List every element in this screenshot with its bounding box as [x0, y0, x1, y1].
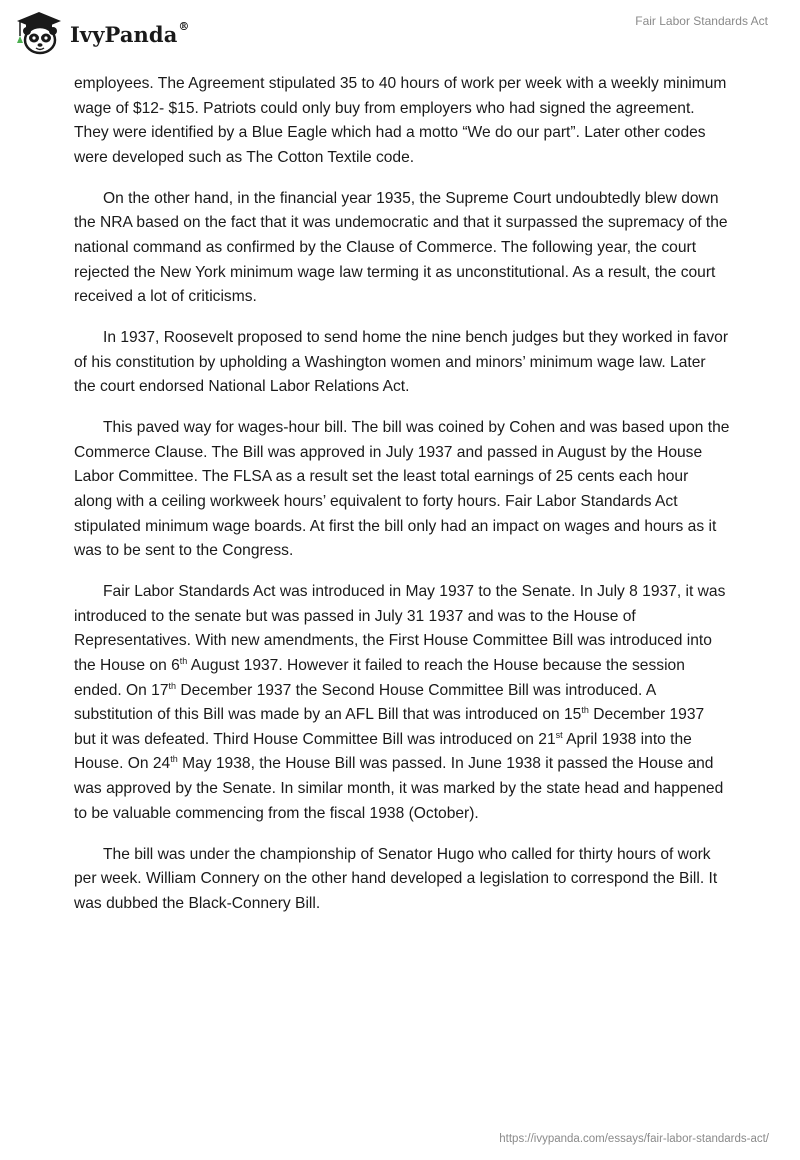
paragraph-1: employees. The Agreement stipulated 35 to 40 hours of work per week with a weekly minimum wage of $12- $15. Patriots could only buy from employers who had signed the agreement. They were identified by a Blue Eagle which had a motto “We do our part”. Later other codes were developed such as The Cotton Textile code.	[74, 75, 727, 166]
brand-name	[70, 19, 190, 47]
paragraph-5-text-1: Fair Labor Standards Act was introduced in May 1937 to the Senate. In July 8 1937, it was introduced to the senate but was passed in July 31 1937 and was to the House of Representatives. With new amendments, the First House Committee Bill was introduced into the House on 6	[74, 583, 726, 675]
paragraph-5-text-4: December 1937 but it was defeated. Third House Committee Bill was introduced on 21	[74, 706, 705, 748]
paragraph-5-text-6: May 1938, the House Bill was passed. In June 1938 it passed the House and was approved by the Senate. In similar month, it was marked by the state head and happened to be valuable commencing from the fiscal 1938 (October).	[74, 755, 724, 822]
paragraph-2: On the other hand, in the financial year 1935, the Supreme Court undoubtedly blew down the NRA based on the fact that it was undemocratic and that it surpassed the supremacy of the national command as confirmed by the Clause of Commerce. The following year, the court rejected the New York minimum wage law terming it as unconstitutional. As a result, the court received a lot of criticisms.	[74, 189, 728, 306]
brand-name-text: IvyPanda	[70, 21, 178, 47]
paragraph-5-text-3: December 1937 the Second House Committee Bill was introduced. A substitution of this Bill was made by an AFL Bill that was introduced on 15	[74, 681, 656, 724]
ordinal-suffix: th	[581, 705, 589, 716]
brand-logo[interactable]	[14, 8, 190, 58]
document-title: Fair Labor Standards Act	[635, 14, 768, 28]
paragraph-5	[74, 580, 730, 826]
registered-mark: ®	[178, 19, 190, 33]
paragraph-5-text-2: August 1937. However it failed to reach the House because the session ended. On 17	[74, 657, 685, 699]
ordinal-suffix: th	[170, 754, 178, 765]
ordinal-suffix: th	[179, 656, 188, 667]
paragraph-3: In 1937, Roosevelt proposed to send home the nine bench judges but they worked in favor of his constitution by upholding a Washington women and minors’ minimum wage law. Later the court endorsed National Labor Relations Act.	[74, 329, 729, 396]
paragraph-5-text-5: April 1938 into the House. On 24	[74, 730, 692, 773]
source-url-link[interactable]: https://ivypanda.com/essays/fair-labor-standards-act/	[499, 1133, 769, 1145]
panda-logo-icon	[14, 10, 64, 56]
ordinal-suffix: th	[168, 680, 177, 691]
paragraph-6: The bill was under the championship of Senator Hugo who called for thirty hours of work per week. William Connery on the other hand developed a legislation to correspond the Bill. It was dubbed the Black-Connery Bill.	[74, 845, 718, 912]
essay-body	[74, 72, 730, 933]
paragraph-4: This paved way for wages-hour bill. The bill was coined by Cohen and was based upon the Commerce Clause. The Bill was approved in July 1937 and passed in August by the House Labor Committee. The FLSA as a result set the least total earnings of 25 cents each hour along with a ceiling workweek hours’ equivalent to forty hours. Fair Labor Standards Act stipulated minimum wage boards. At first the bill only had an impact on wages and hours as it was to be sent to the Congress.	[74, 419, 730, 560]
ordinal-suffix: st	[555, 729, 563, 740]
